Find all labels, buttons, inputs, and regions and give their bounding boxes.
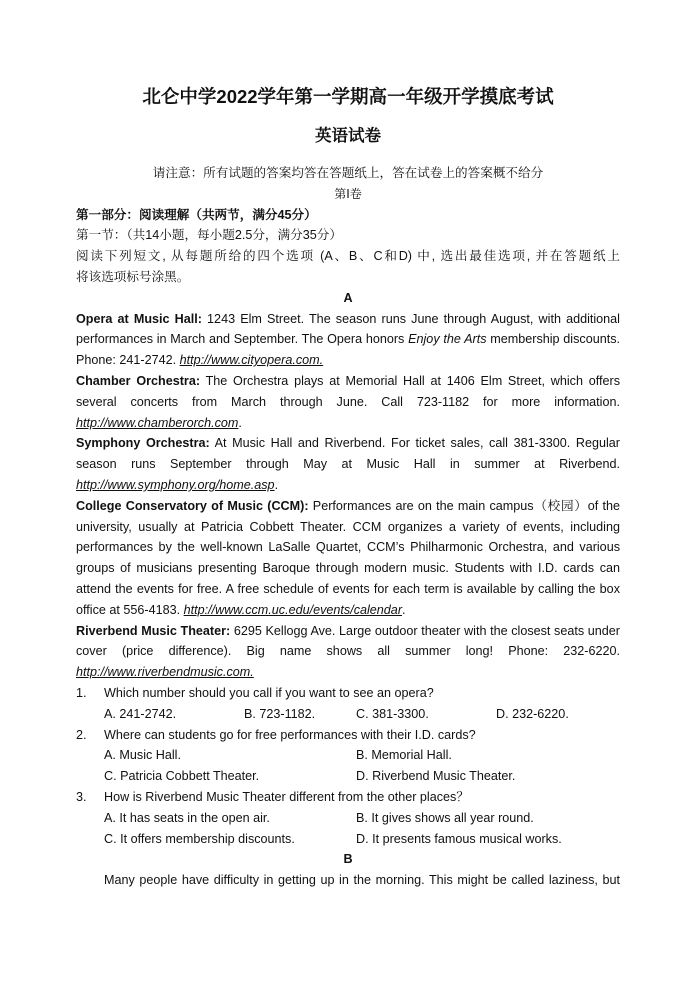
ccm-text2: . bbox=[402, 602, 406, 617]
q2-option-c[interactable]: C. Patricia Cobbett Theater. bbox=[104, 769, 260, 784]
opera-link[interactable]: http://www.cityopera.com. bbox=[179, 353, 324, 368]
chamber-text2: . bbox=[238, 415, 242, 430]
q1-option-d[interactable]: D. 232-6220. bbox=[496, 706, 569, 721]
q3-option-b[interactable]: B. It gives shows all year round. bbox=[356, 810, 534, 825]
symphony-name: Symphony Orchestra: bbox=[76, 436, 210, 451]
question-1-number: 1. bbox=[76, 685, 87, 700]
symphony-entry bbox=[76, 433, 620, 495]
ccm-name: College Conservatory of Music (CCM): bbox=[76, 498, 309, 513]
opera-entry bbox=[76, 309, 620, 371]
question-2 bbox=[76, 725, 620, 746]
q2-option-d[interactable]: D. Riverbend Music Theater. bbox=[356, 769, 516, 784]
opera-text1: 1243 Elm Street. The season runs June through August, with additional performances in March and September. The Opera honors bbox=[76, 311, 620, 347]
passage-b-first-line: Many people have difficulty in getting up in the morning. This might be called laziness, but bbox=[104, 873, 620, 888]
q3-option-c[interactable]: C. It offers membership discounts. bbox=[104, 831, 295, 846]
question-3-number: 3. bbox=[76, 789, 87, 804]
chamber-name: Chamber Orchestra: bbox=[76, 373, 201, 388]
opera-italic: Enjoy the Arts bbox=[408, 332, 487, 347]
chamber-text1: The Orchestra plays at Memorial Hall at 1406 Elm Street, which offers several concerts from March through June. Call 723-1182 for more information. bbox=[76, 373, 621, 409]
volume-label: 第Ⅰ卷 bbox=[334, 186, 362, 201]
ccm-entry bbox=[76, 496, 620, 621]
riverbend-link[interactable]: http://www.riverbendmusic.com. bbox=[76, 665, 254, 680]
symphony-link[interactable]: http://www.symphony.org/home.asp bbox=[76, 477, 275, 492]
question-3-stem: How is Riverbend Music Theater different from the other places？ bbox=[104, 789, 469, 804]
instructions-line2: 将该选项标号涂黑。 bbox=[76, 269, 190, 284]
question-3 bbox=[76, 787, 620, 808]
exam-notice: 请注意：所有试题的答案均答在答题纸上，答在试卷上的答案概不给分 bbox=[152, 166, 544, 180]
q1-option-a[interactable]: A. 241-2742. bbox=[104, 706, 177, 721]
question-1-stem: Which number should you call if you want to see an opera? bbox=[104, 685, 434, 700]
symphony-text1: At Music Hall and Riverbend. For ticket sales, call 381-3300. Regular season runs September through May at Music Hall in summer at Riverbend. bbox=[76, 436, 620, 472]
passage-a-letter: A bbox=[343, 290, 353, 305]
q2-option-b[interactable]: B. Memorial Hall. bbox=[356, 748, 452, 763]
q1-option-c[interactable]: C. 381-3300. bbox=[356, 706, 429, 721]
opera-text2: membership discounts. Phone: 241-2742. bbox=[76, 332, 621, 368]
q2-option-a[interactable]: A. Music Hall. bbox=[104, 748, 181, 763]
exam-subtitle: 英语试卷 bbox=[315, 127, 381, 145]
q1-option-b[interactable]: B. 723-1182. bbox=[244, 706, 316, 721]
question-2-stem: Where can students go for free performances with their I.D. cards? bbox=[104, 727, 476, 742]
opera-name: Opera at Music Hall: bbox=[76, 311, 202, 326]
question-3-options-row2 bbox=[76, 829, 620, 850]
riverbend-entry bbox=[76, 621, 620, 683]
passage-b-letter: B bbox=[343, 852, 353, 867]
ccm-text1: Performances are on the main campus（校园）of the university, usually at Patricia Cobbett Theater. CCM organizes a variety of events, including performances by the well-known LaSalle Quartet, CCM’s Philharmonic Orchestra, and various groups of musicians presenting Baroque through modern music. Students with I.D. cards can attend the events for free. A free schedule of events for each term is available by calling the box office at 556-4183. bbox=[76, 498, 620, 617]
exam-title: 北仑中学2022学年第一学期高一年级开学摸底考试 bbox=[142, 86, 554, 107]
ccm-link[interactable]: http://www.ccm.uc.edu/events/calendar bbox=[183, 602, 403, 617]
question-1 bbox=[76, 683, 620, 704]
riverbend-name: Riverbend Music Theater: bbox=[76, 623, 231, 638]
part1-heading: 第一部分：阅读理解（共两节，满分45分） bbox=[76, 207, 317, 222]
question-3-options-row1 bbox=[76, 808, 620, 829]
question-2-number: 2. bbox=[76, 727, 87, 742]
chamber-entry bbox=[76, 371, 620, 433]
question-2-options-row1 bbox=[76, 745, 620, 766]
q3-option-a[interactable]: A. It has seats in the open air. bbox=[104, 810, 270, 825]
section1-heading: 第一节：（共14小题，每小题2.5分，满分35分） bbox=[76, 228, 342, 243]
question-1-options bbox=[76, 704, 620, 725]
riverbend-text1: 6295 Kellogg Ave. Large outdoor theater with the closest seats under cover (price difference). Big name shows all summer long! Phone: 232-6220. bbox=[76, 623, 620, 659]
chamber-link[interactable]: http://www.chamberorch.com bbox=[76, 415, 239, 430]
instructions-line1: 阅读下列短文, 从每题所给的四个选项 (A、B、C和D) 中, 选出最佳选项, 并在答题纸上 bbox=[76, 249, 620, 264]
q3-option-d[interactable]: D. It presents famous musical works. bbox=[356, 831, 562, 846]
symphony-text2: . bbox=[274, 477, 279, 492]
question-2-options-row2 bbox=[76, 766, 620, 787]
